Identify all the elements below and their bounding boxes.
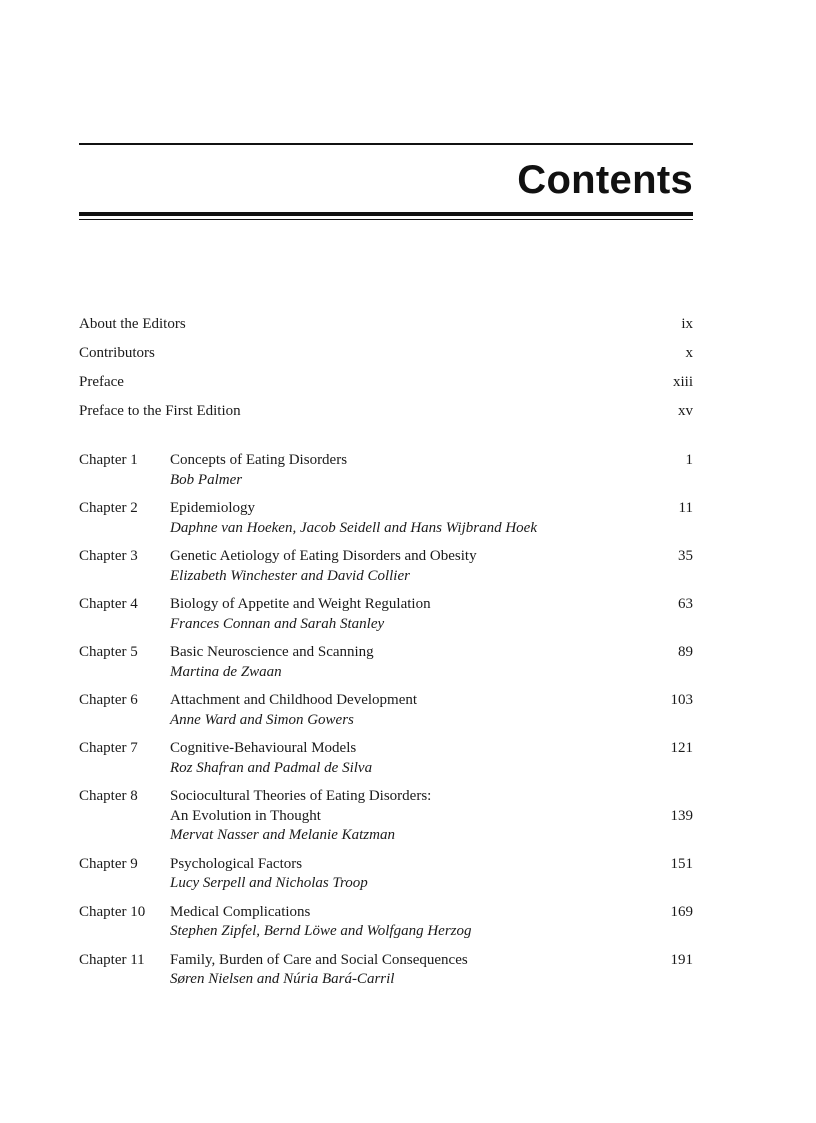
entry-page-number: xiii [672, 374, 693, 390]
chapter-title: Family, Burden of Care and Social Consequences [170, 951, 468, 968]
chapter-title: Attachment and Childhood Development [170, 692, 418, 708]
front-matter-entry [79, 372, 693, 401]
chapter-authors: Frances Connan and Sarah Stanley [170, 615, 385, 632]
chapter-title: Epidemiology [170, 500, 255, 516]
chapter-page-number: 151 [670, 855, 693, 872]
chapter-label: Chapter 2 [79, 500, 138, 516]
chapter-list [79, 451, 693, 999]
chapter-label: Chapter 5 [79, 644, 138, 660]
entry-page-number: xv [678, 403, 693, 419]
chapter-title: Concepts of Eating Disorders [170, 452, 348, 468]
chapter-entry [79, 451, 693, 490]
chapter-authors: Elizabeth Winchester and David Collier [170, 567, 410, 584]
chapter-label: Chapter 8 [79, 788, 138, 804]
front-matter-entry [79, 343, 693, 372]
chapter-authors: Lucy Serpell and Nicholas Troop [170, 875, 368, 891]
chapter-authors: Bob Palmer [170, 471, 243, 488]
entry-title: Preface to the First Edition [79, 403, 241, 419]
chapter-authors: Daphne van Hoeken, Jacob Seidell and Hans Wijbrand Hoek [170, 519, 537, 536]
chapter-label: Chapter 4 [79, 596, 138, 612]
heading-rule-thin [79, 219, 693, 220]
chapter-entry [79, 643, 693, 682]
chapter-authors: Mervat Nasser and Melanie Katzman [170, 827, 395, 843]
chapter-authors: Roz Shafran and Padmal de Silva [170, 759, 373, 776]
entry-page-number: ix [681, 316, 693, 332]
chapter-page-number: 191 [670, 951, 693, 968]
chapter-page-number: 139 [670, 807, 693, 824]
heading-rule-thick [79, 212, 693, 216]
chapter-entry [79, 691, 693, 730]
chapter-title: Basic Neuroscience and Scanning [170, 644, 374, 660]
entry-page-number: x [685, 345, 693, 361]
chapter-page-number: 89 [678, 644, 693, 660]
chapter-label: Chapter 11 [79, 951, 145, 968]
chapter-label: Chapter 7 [79, 740, 138, 756]
chapter-authors: Søren Nielsen and Núria Bará-Carril [170, 971, 395, 987]
chapter-authors: Anne Ward and Simon Gowers [170, 711, 354, 728]
chapter-page-number: 11 [678, 500, 693, 516]
chapter-page-number: 63 [678, 596, 693, 612]
chapter-title-line-1: Sociocultural Theories of Eating Disorders: [170, 788, 432, 804]
chapter-entry [79, 855, 693, 894]
chapter-entry [79, 739, 693, 778]
front-matter-entry [79, 401, 693, 430]
entry-title: About the Editors [79, 316, 186, 332]
chapter-entry [79, 499, 693, 538]
chapter-entry [79, 951, 693, 990]
front-matter-list [79, 314, 693, 430]
front-matter-entry [79, 314, 693, 343]
chapter-page-number: 103 [670, 692, 693, 708]
chapter-page-number: 169 [670, 903, 693, 920]
chapter-label: Chapter 10 [79, 903, 146, 920]
page-title: Contents [517, 158, 693, 202]
chapter-entry [79, 547, 693, 586]
chapter-entry [79, 787, 693, 846]
chapter-page-number: 35 [678, 548, 693, 564]
chapter-entry [79, 595, 693, 634]
top-rule [79, 143, 693, 145]
chapter-authors: Stephen Zipfel, Bernd Löwe and Wolfgang Herzog [170, 923, 472, 939]
chapter-label: Chapter 1 [79, 452, 138, 468]
chapter-page-number: 1 [685, 452, 693, 468]
chapter-label: Chapter 3 [79, 548, 138, 564]
chapter-authors: Martina de Zwaan [170, 663, 282, 680]
chapter-label: Chapter 9 [79, 855, 138, 872]
chapter-entry [79, 903, 693, 942]
entry-title: Preface [79, 374, 124, 390]
chapter-title: Genetic Aetiology of Eating Disorders and Obesity [170, 548, 477, 564]
chapter-title-line-2: An Evolution in Thought [170, 807, 321, 824]
chapter-title: Biology of Appetite and Weight Regulation [170, 596, 431, 612]
entry-title: Contributors [79, 345, 155, 361]
chapter-title: Medical Complications [170, 903, 311, 920]
chapter-title: Cognitive-Behavioural Models [170, 740, 357, 756]
chapter-title: Psychological Factors [170, 855, 303, 872]
chapter-label: Chapter 6 [79, 692, 138, 708]
chapter-page-number: 121 [670, 740, 693, 756]
